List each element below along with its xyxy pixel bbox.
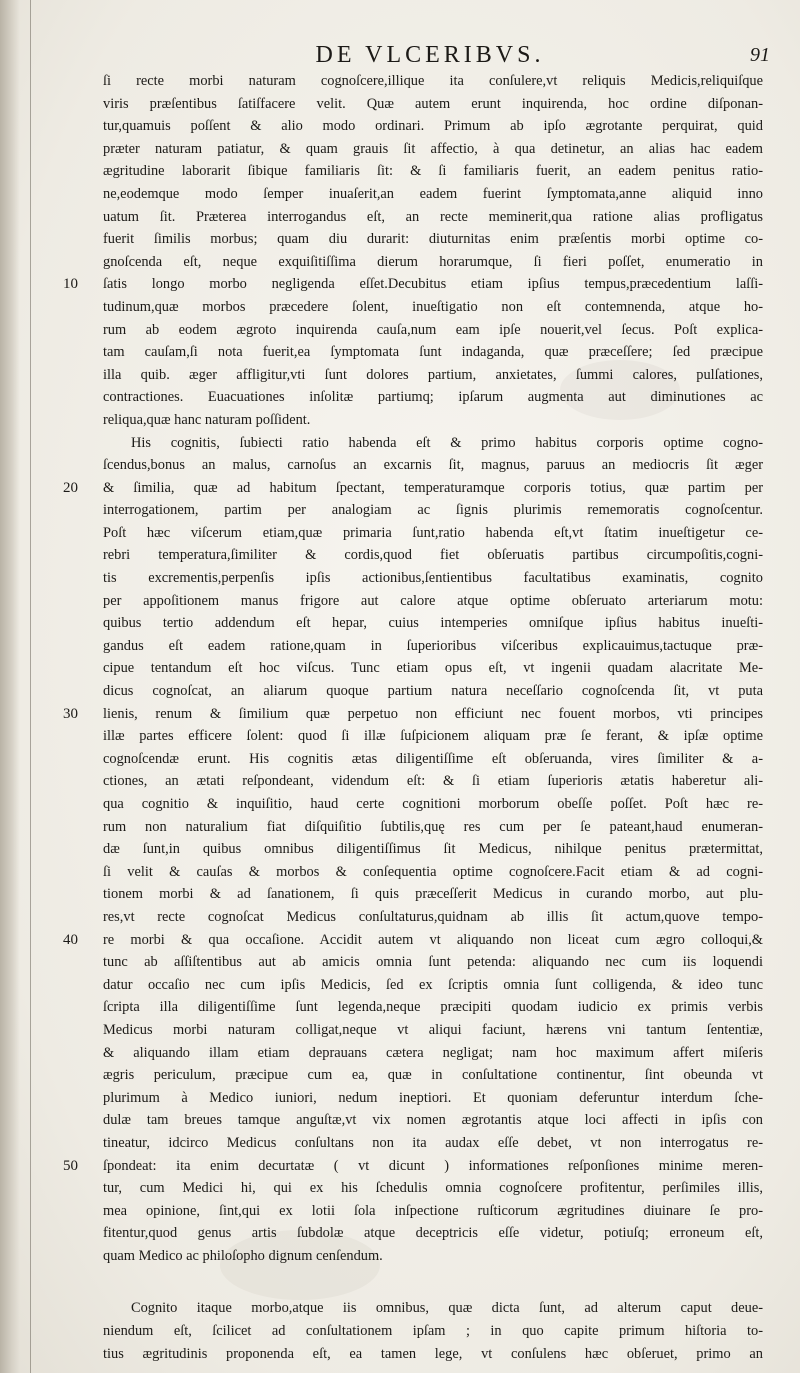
text-line — [103, 861, 763, 884]
line-text: Poſt hæc viſcerum etiam,quæ primaria ſunt,ratio habenda eſt,vt ſtatim inueſtigetur ce- — [103, 524, 763, 541]
text-line — [103, 319, 763, 342]
line-text: gnoſcenda eſt, neque exquiſitiſſima dierum horarumque, ſi fieri poſſet, enumeratio in — [103, 253, 763, 270]
text-line — [103, 567, 763, 590]
line-text: dicus cognoſcat, an aliarum quoque partium natura neceſſario cognoſcenda ſit, vt puta — [103, 683, 763, 700]
line-number: 30 — [63, 705, 78, 722]
line-number: 20 — [63, 479, 78, 496]
text-line — [103, 1019, 763, 1042]
line-text: His cognitis, ſubiecti ratio habenda eſt & primo habitus corporis optime cogno- — [131, 434, 763, 451]
text-line — [103, 1200, 763, 1223]
text-line — [103, 160, 763, 183]
line-text: plurimum à Medico iuniori, nedum ineptiori. Et quoniam deferuntur interdum ſche- — [103, 1089, 763, 1106]
line-text: datur occaſio nec cum ipſis Medicis, ſed ex ſcriptis omnia ſunt colligenda, & ideo tunc — [103, 976, 763, 993]
text-line — [103, 251, 763, 274]
text-line — [63, 477, 763, 500]
text-line — [63, 273, 763, 296]
text-line — [103, 499, 763, 522]
line-text: tam cauſam,ſi nota fuerit,ea ſymptomata ſunt indaganda, quæ præceſſere; ſed præcipue — [103, 344, 763, 361]
text-line — [103, 206, 763, 229]
text-line — [103, 725, 763, 748]
line-text: quam Medico ac philoſopho dignum cenſendum. — [103, 1247, 383, 1264]
line-number: 40 — [63, 931, 78, 948]
text-line — [103, 522, 763, 545]
line-text: ſpondeat: ita enim decurtatæ ( vt dicunt ) informationes reſponſiones minime meren- — [103, 1157, 763, 1174]
line-text: dulæ tam breues tamque anguſtæ,vt vix nomen ægrotantis atque loci affecti in ipſis con — [103, 1112, 763, 1129]
line-text: reliqua,quæ hanc naturam poſſident. — [103, 411, 311, 428]
line-text: ſcripta illa diligentiſſime ſunt legenda,neque præcipiti quodam iudicio ex primis verbis — [103, 999, 763, 1016]
text-line — [103, 1087, 763, 1110]
text-line — [103, 341, 763, 364]
paragraph — [103, 1297, 763, 1365]
line-text: fuerit ſimilis morbus; quam diu durarit: diuturnitas enim præſentis morbi optime co- — [103, 231, 763, 248]
text-line — [103, 1245, 763, 1268]
text-line — [103, 1042, 763, 1065]
line-text: tius ægritudinis proponenda eſt, ea tamen lege, vt conſulens hæc obſeruet, primo an — [103, 1345, 763, 1362]
line-text: ægris periculum, præcipue cum ea, quæ in conſultatione continentur, ſint obeunda vt — [103, 1067, 763, 1084]
text-line — [103, 1177, 763, 1200]
text-line — [103, 680, 763, 703]
line-text: viris præſentibus ſatiſfacere velit. Quæ autem erunt inquirenda, hoc ordine diſponan- — [103, 95, 763, 112]
line-text: per appoſitionem manus frigore aut calore atque optime obſeruato arteriarum motu: — [103, 592, 763, 609]
gutter-fold-line — [30, 0, 31, 1373]
line-text: contractiones. Euacuationes inſolitæ partiumq; ipſarum augmenta aut diminutiones ac — [103, 389, 763, 406]
text-line — [103, 93, 763, 116]
text-line — [103, 883, 763, 906]
line-text: res,vt recte cognoſcat Medicus conſultaturus,quidnam ab illis ſit actum,quove tempo- — [103, 908, 763, 925]
line-text: rum non naturalium fiat diſquiſitio ſubtilis,quę res cum per ſe pateant,haud enumeran- — [103, 818, 763, 835]
line-text: rebri temperatura,ſimiliter & cordis,quod fiet obſeruatis partibus circumpoſitis,cogni- — [103, 547, 763, 564]
line-text: uatum ſit. Præterea interrogandus eſt, an recte meminerit,qua ratione alias profligatus — [103, 208, 763, 225]
line-text: interrogationem, partim per analogiam ac ſignis plurimis rememoratis cognoſcentur. — [103, 502, 763, 519]
text-line — [103, 296, 763, 319]
text-line — [103, 364, 763, 387]
text-line — [103, 138, 763, 161]
text-line — [103, 544, 763, 567]
body-text — [63, 70, 763, 1365]
line-text: tineatur, idcirco Medicus conſultans non ita audax eſſe debet, vt non interrogatus re- — [103, 1134, 763, 1151]
line-text: præter naturam patiatur, & quam grauis ſit affectio, à qua detinetur, an alias hac eadem — [103, 140, 763, 157]
page-number: 91 — [750, 44, 770, 66]
line-text: illæ partes efficere ſolent: quod ſi illæ ſuſpicionem aliquam præ ſe ferant, & ipſæ optime — [103, 728, 763, 745]
line-text: ſi recte morbi naturam cognoſcere,illique ita conſulere,vt reliquis Medicis,reliquiſque — [103, 73, 763, 89]
line-text: Medicus morbi naturam colligat,neque vt aliqui faciunt, hærens vni tantum ſententiæ, — [103, 1021, 763, 1038]
line-text: lienis, renum & ſimilium quæ perpetuo non efficiunt nec fouent morbos, vti principes — [103, 705, 763, 722]
text-line — [103, 115, 763, 138]
line-number: 10 — [63, 276, 78, 293]
line-text: quibus tertio addendum eſt hepar, cuius intemperies omniſque ipſius habitus inueſti- — [103, 615, 763, 632]
text-line — [103, 1343, 763, 1366]
line-text: tudinum,quæ morbos præcedere ſolent, inueſtigatio non eſt contemnenda, atque ho- — [103, 298, 763, 315]
text-line — [103, 906, 763, 929]
line-text: tis excrementis,perpenſis ipſis actionibus,ſentientibus facultatibus examinatis, cognito — [103, 570, 763, 587]
line-text: illa quib. æger affligitur,vti ſunt dolores partium, anxietates, ſummi calores, pulſationes, — [103, 366, 763, 383]
text-line — [103, 1297, 763, 1320]
line-text: mea opinione, ſint,qui ex lotii ſola inſpectione ruſticorum ægritudines diuinare ſe pro- — [103, 1202, 763, 1219]
line-text: fitentur,quod genus artis ſubdolæ atque deceptricis eſſe videtur, potiuſq; erroneum eſt, — [103, 1225, 763, 1242]
text-line — [103, 1222, 763, 1245]
text-line — [103, 974, 763, 997]
text-line — [103, 612, 763, 635]
text-line — [103, 793, 763, 816]
text-line — [103, 70, 763, 93]
text-line — [103, 1320, 763, 1343]
line-text: & aliquando illam etiam deprauans cætera negligat; nam hoc maximum affert miſeris — [103, 1044, 763, 1061]
text-line — [103, 838, 763, 861]
line-text: dæ ſunt,in quibus omnibus diligentiſſimus ſit Medicus, nihilque penitus prætermittat, — [103, 841, 763, 858]
text-line — [103, 409, 763, 432]
text-line — [63, 929, 763, 952]
line-text: ſi velit & cauſas & morbos & conſequentia optime cognoſcere.Facit etiam & ad cogni- — [103, 863, 763, 880]
line-text: cognoſcendæ erunt. His cognitis ætas diligentiſſime eſt obſeruanda, vires ſimiliter & a- — [103, 750, 763, 767]
page-header — [100, 42, 770, 72]
text-line — [103, 386, 763, 409]
text-line — [103, 454, 763, 477]
line-text: gandus eſt eadem ratione,quam in ſuperioribus viſceribus explicauimus,tactuque præ- — [103, 637, 763, 654]
page-gutter-shadow — [0, 0, 20, 1373]
line-text: niendum eſt, ſcilicet ad conſultationem ipſam ; in quo capite primum hiſtoria to- — [103, 1323, 763, 1340]
line-text: rum ab eodem ægroto inquirenda cauſa,num eam ipſe nouerit,vel ſecus. Poſt explica- — [103, 321, 763, 338]
line-text: tionem morbi & ad ſanationem, ſi quis præceſſerit Medicus in curando morbo, aut plu- — [103, 886, 763, 903]
text-line — [103, 816, 763, 839]
line-number: 50 — [63, 1157, 78, 1174]
line-text: ctiones, an ætati reſpondeant, videndum eſt: & ſi etiam ſuperioris ætatis haberetur ali- — [103, 773, 763, 790]
running-head: DE VLCERIBVS. — [315, 42, 545, 68]
text-line — [103, 432, 763, 455]
line-text: ſatis longo morbo negligenda eſſet.Decubitus etiam ipſius tempus,præcedentium laſſi- — [103, 276, 763, 293]
text-line — [103, 1064, 763, 1087]
paragraph — [63, 70, 763, 432]
line-text: tur,quamuis poſſent & alio modo ordinari. Primum ab ipſo ægrotante perquirat, quid — [103, 118, 763, 135]
text-line — [103, 1109, 763, 1132]
line-text: ægritudine laborarit ſibique familiaris ſit: & ſi familiaris fuerit, an eadem penitus ratio- — [103, 163, 763, 180]
text-line — [103, 635, 763, 658]
line-text: ne,eodemque modo ſemper inuaſerit,an eadem fuerint ſymptomata,anne aliquid inno — [103, 185, 763, 202]
text-line — [103, 1132, 763, 1155]
line-text: ſcendus,bonus an malus, carnoſus an excarnis ſit, magnus, paruus an mediocris ſit æger — [103, 457, 763, 474]
line-text: tur, cum Medici hi, qui ex his ſchedulis omnia cognoſcere profitentur, perſimiles illis, — [103, 1180, 763, 1197]
line-text: cipue tentandum eſt hoc viſcus. Tunc etiam opus eſt, vt ingenii quadam alacritate Me- — [103, 660, 763, 677]
text-line — [103, 183, 763, 206]
line-text: & ſimilia, quæ ad habitum ſpectant, temperaturamque corporis totius, quæ partim per — [103, 479, 763, 496]
line-text: qua cognitio & inquiſitio, haud certe cognitioni morborum obeſſe poſſet. Poſt hæc re- — [103, 796, 763, 812]
text-line — [103, 951, 763, 974]
text-line — [103, 590, 763, 613]
paragraph — [63, 432, 763, 1268]
text-line — [103, 228, 763, 251]
text-line — [63, 1155, 763, 1178]
text-line — [103, 770, 763, 793]
text-line — [103, 996, 763, 1019]
text-line — [103, 748, 763, 771]
text-line — [63, 703, 763, 726]
line-text: re morbi & qua occaſione. Accidit autem vt aliquando non liceat cum ægro colloqui,& — [103, 931, 763, 948]
line-text: Cognito itaque morbo,atque iis omnibus, quæ dicta ſunt, ad alterum caput deue- — [131, 1300, 763, 1317]
text-line — [103, 657, 763, 680]
line-text: tunc ab aſſiſtentibus aut ab amicis omnia ſunt petenda: aliquando nec cum iis loquendi — [103, 954, 763, 971]
